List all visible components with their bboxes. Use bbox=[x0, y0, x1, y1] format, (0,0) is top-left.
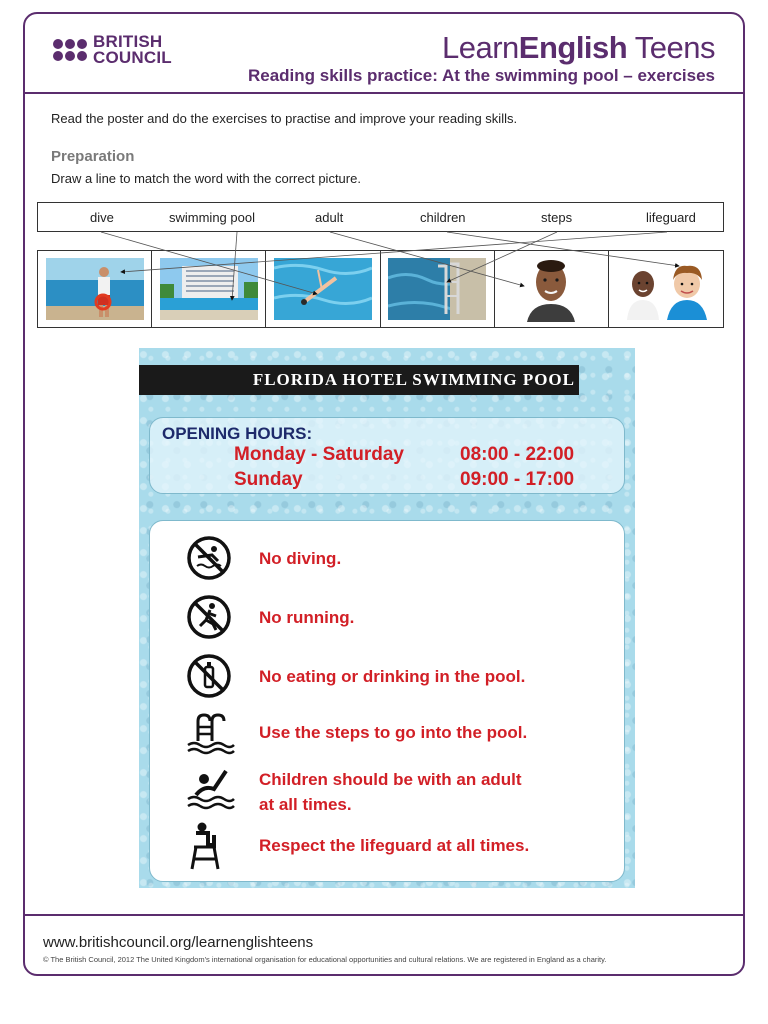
british-council-dots-icon bbox=[53, 39, 87, 61]
child-swimming-icon bbox=[186, 765, 236, 811]
page-title: Reading skills practice: At the swimming pool – exercises bbox=[247, 66, 715, 85]
rule-text: Use the steps to go into the pool. bbox=[259, 723, 528, 742]
word-swimming-pool: swimming pool bbox=[169, 210, 255, 225]
hours-day-weekdays: Monday - Saturday bbox=[234, 444, 404, 465]
rule-text-line2: at all times. bbox=[259, 795, 352, 814]
picture-steps bbox=[381, 251, 495, 327]
word-dive: dive bbox=[90, 210, 114, 225]
adult-man-photo-icon bbox=[521, 256, 581, 322]
rule-text: No diving. bbox=[259, 549, 342, 568]
rules-box bbox=[149, 520, 625, 882]
footer-divider bbox=[25, 914, 743, 916]
british-council-logo bbox=[53, 34, 172, 66]
word-steps: steps bbox=[541, 210, 573, 225]
brand-line2: COUNCIL bbox=[93, 48, 172, 67]
worksheet-frame bbox=[23, 12, 745, 976]
diver-photo-icon bbox=[274, 258, 372, 320]
hours-day-sunday: Sunday bbox=[234, 469, 303, 490]
logo-learn: Learn bbox=[441, 30, 519, 65]
pool-steps-photo-icon bbox=[388, 258, 486, 320]
header-divider bbox=[25, 92, 743, 94]
word-children: children bbox=[420, 210, 466, 225]
rule-text: No eating or drinking in the pool. bbox=[259, 667, 526, 686]
pool-rules-poster bbox=[139, 348, 635, 888]
learnenglish-teens-logo bbox=[442, 30, 715, 66]
no-diving-icon bbox=[186, 535, 232, 581]
no-running-icon bbox=[186, 594, 232, 640]
rule-text: Children should be with an adult bbox=[259, 770, 522, 789]
footer-copyright: © The British Council, 2012 The United Kingdom's international organisation for educational opportunities and cultural relations. We are registered in England as a charity. bbox=[43, 955, 607, 964]
children-photo-icon bbox=[617, 258, 715, 320]
rule-text: Respect the lifeguard at all times. bbox=[259, 836, 530, 855]
picture-row bbox=[37, 250, 724, 328]
picture-adult bbox=[495, 251, 609, 327]
logo-teens: Teens bbox=[627, 30, 715, 65]
picture-swimming-pool bbox=[152, 251, 266, 327]
preparation-heading: Preparation bbox=[51, 148, 135, 165]
word-lifeguard: lifeguard bbox=[646, 210, 696, 225]
rule-text: No running. bbox=[259, 608, 355, 627]
opening-hours-label: OPENING HOURS: bbox=[162, 424, 313, 443]
logo-english: English bbox=[518, 30, 628, 65]
intro-text: Read the poster and do the exercises to practise and improve your reading skills. bbox=[51, 111, 518, 126]
brand-line1: BRITISH bbox=[93, 32, 163, 51]
picture-dive bbox=[266, 251, 380, 327]
word-row bbox=[37, 202, 724, 232]
opening-hours-box bbox=[149, 417, 625, 494]
poster-title: FLORIDA HOTEL SWIMMING POOL bbox=[139, 365, 579, 395]
hotel-pool-photo-icon bbox=[160, 258, 258, 320]
hours-time-weekdays: 08:00 - 22:00 bbox=[460, 444, 575, 465]
lifeguard-photo-icon bbox=[46, 258, 144, 320]
picture-lifeguard bbox=[38, 251, 152, 327]
preparation-instruction: Draw a line to match the word with the correct picture. bbox=[51, 171, 361, 186]
no-drinking-icon bbox=[186, 653, 232, 699]
footer-url[interactable]: www.britishcouncil.org/learnenglishteens bbox=[43, 934, 314, 951]
word-adult: adult bbox=[315, 210, 344, 225]
lifeguard-chair-icon bbox=[186, 821, 226, 871]
hours-time-sunday: 09:00 - 17:00 bbox=[460, 469, 575, 490]
picture-children bbox=[609, 251, 723, 327]
pool-steps-icon bbox=[186, 711, 236, 755]
